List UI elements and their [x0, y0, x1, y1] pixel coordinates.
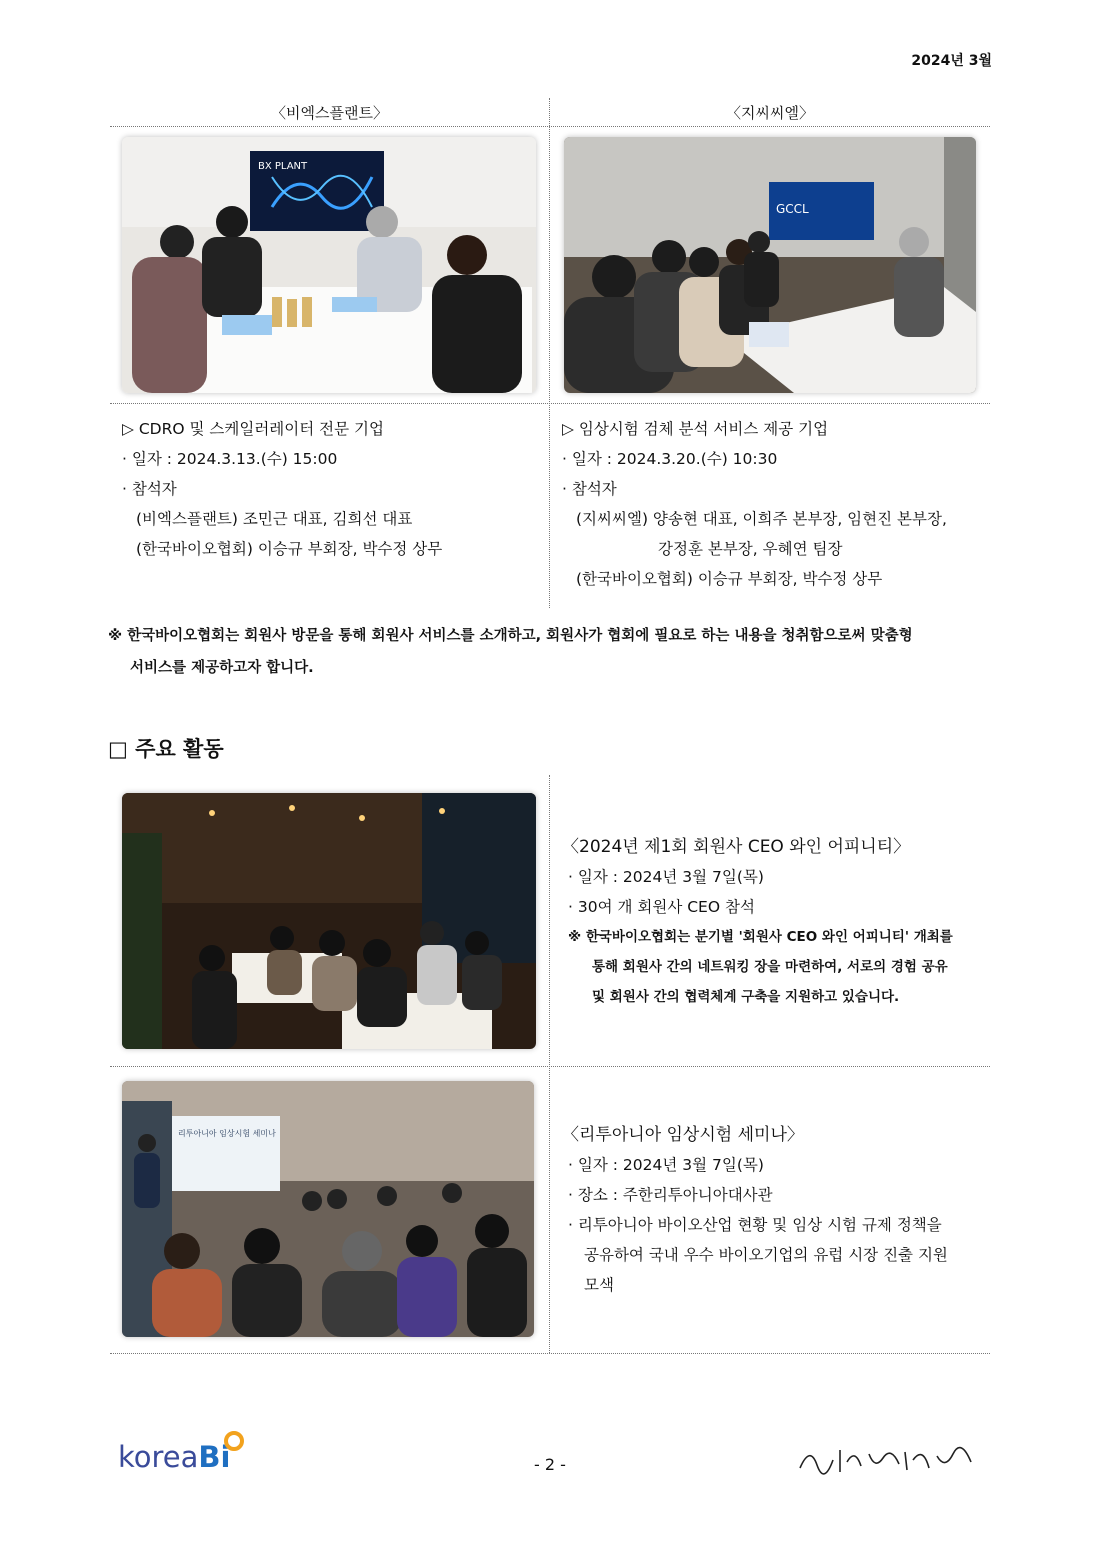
activities-row-rule [110, 1066, 990, 1067]
page-number: - 2 - [534, 1455, 566, 1474]
bxplant-meeting-photo [122, 137, 536, 393]
visit-date: · 일자 : 2024.3.20.(수) 10:30 [562, 450, 778, 468]
koreabio-logo: koreaBi [118, 1440, 250, 1474]
event-note-line: 및 회원사 간의 협력체계 구축을 지원하고 있습니다. [592, 989, 900, 1005]
activities-table-divider [549, 775, 550, 1353]
visit-info-gccl [562, 414, 947, 594]
visit-program-note [108, 620, 998, 684]
visit-caption-bxplant: 〈비엑스플랜트〉 [271, 104, 388, 122]
attendee-line: (지씨씨엘) 양송현 대표, 이희주 본부장, 임현진 본부장, [576, 510, 947, 528]
visit-info-bxplant [122, 414, 442, 564]
top-table-photo-rule [110, 403, 990, 404]
visit-caption-gccl: 〈지씨씨엘〉 [726, 104, 814, 122]
attendees-label: · 참석자 [122, 480, 177, 498]
event-item: · 일자 : 2024년 3월 7일(목) [568, 1156, 764, 1174]
event-note-line: ※ 한국바이오협회는 분기별 '회원사 CEO 와인 어피니티' 개최를 [568, 929, 953, 945]
attendee-line: (비엑스플랜트) 조민근 대표, 김희선 대표 [136, 510, 413, 528]
visit-date: · 일자 : 2024.3.13.(수) 15:00 [122, 450, 338, 468]
event-wine-affinity [562, 832, 953, 1012]
attendee-line: 강정훈 본부장, 우혜연 팀장 [658, 540, 843, 558]
slogan-signature [795, 1440, 985, 1484]
activities-bottom-rule [110, 1353, 990, 1354]
attendee-line: (한국바이오협회) 이승규 부회장, 박수정 상무 [136, 540, 443, 558]
event-note-line: 통해 회원사 간의 네트워킹 장을 마련하여, 서로의 경험 공유 [592, 959, 948, 975]
event-title: 〈리투아니아 임상시험 세미나〉 [562, 1125, 804, 1145]
attendee-line: (한국바이오협회) 이승규 부회장, 박수정 상무 [576, 570, 883, 588]
top-table-caption-rule [110, 126, 990, 127]
top-table-divider [549, 98, 550, 608]
attendees-label: · 참석자 [562, 480, 617, 498]
document-date: 2024년 3월 [911, 53, 992, 69]
visit-desc: ▷ CDRO 및 스케일러레이터 전문 기업 [122, 420, 384, 438]
lithuania-seminar-photo [122, 1081, 534, 1337]
event-title: 〈2024년 제1회 회원사 CEO 와인 어피니티〉 [562, 837, 911, 857]
event-item: 모색 [584, 1276, 614, 1294]
note-line: ※ 한국바이오협회는 회원사 방문을 통해 회원사 서비스를 소개하고, 회원사가 협회에 필요로 하는 내용을 청취함으로써 맞춤형 [108, 628, 913, 644]
note-line: 서비스를 제공하고자 합니다. [130, 660, 314, 676]
event-item: · 30여 개 회원사 CEO 참석 [568, 898, 755, 916]
bxplant-screen-label: BX PLANT [258, 161, 308, 172]
gccl-screen-label: GCCL [776, 202, 809, 216]
event-item: · 일자 : 2024년 3월 7일(목) [568, 868, 764, 886]
gccl-meeting-photo [564, 137, 976, 393]
section-title: □ 주요 활동 [108, 737, 224, 761]
visit-desc: ▷ 임상시험 검체 분석 서비스 제공 기업 [562, 420, 829, 438]
event-lithuania-seminar [562, 1120, 948, 1300]
seminar-screen-label: 리투아니아 임상시험 세미나 [178, 1129, 276, 1138]
event-item: · 리투아니아 바이오산업 현황 및 임상 시험 규제 정책을 [568, 1216, 942, 1234]
event-item: · 장소 : 주한리투아니아대사관 [568, 1186, 773, 1204]
event-item: 공유하여 국내 우수 바이오기업의 유럽 시장 진출 지원 [584, 1246, 948, 1264]
wine-affinity-photo [122, 793, 536, 1049]
